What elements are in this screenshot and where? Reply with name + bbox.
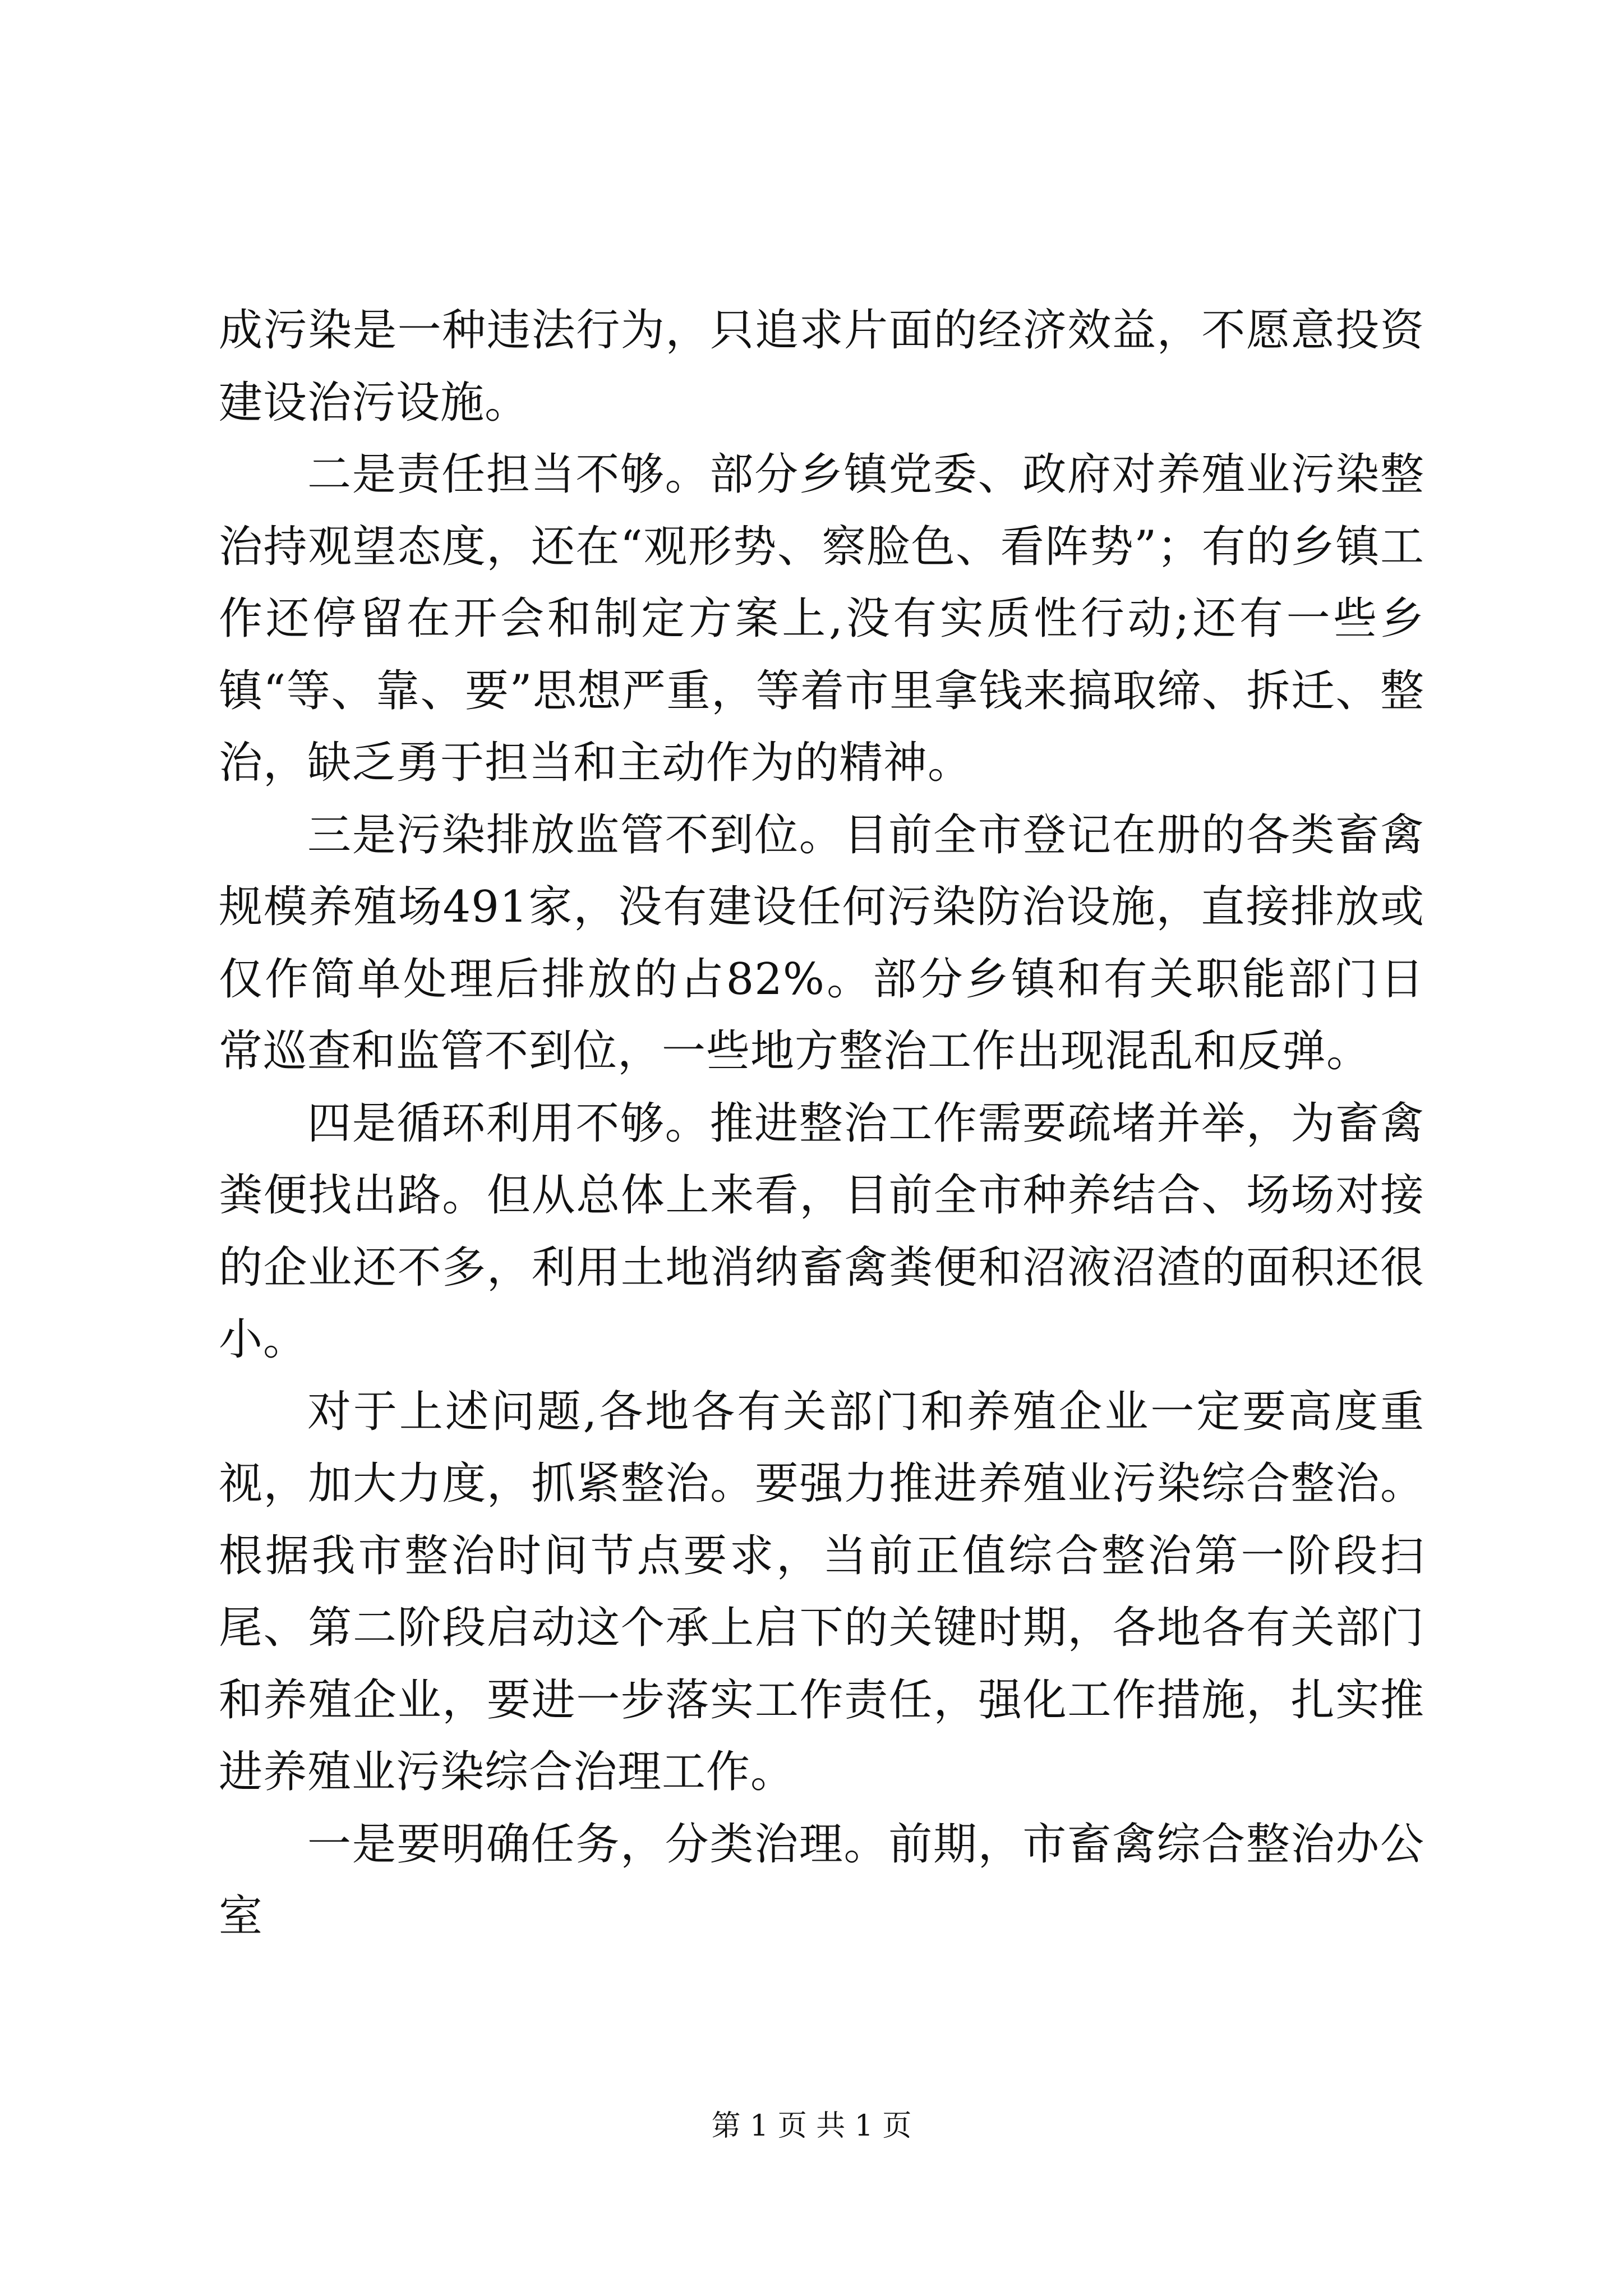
paragraph-1: 成污染是一种违法行为，只追求片面的经济效益，不愿意投资建设治污设施。 [219,305,1424,428]
paragraph-2: 二是责任担当不够。部分乡镇党委、政府对养殖业污染整治持观望态度，还在“观形势、察脸色、看阵势”；有的乡镇工作还停留在开会和制定方案上,没有实质性行动;还有一些乡镇“等、靠、要”思想严重，等着市里拿钱来搞取缔、拆迁、整治，缺乏勇于担当和主动作为的精神。 [219,449,1424,788]
paragraph-3: 三是污染排放监管不到位。目前全市登记在册的各类畜禽规模养殖场491家，没有建设任何污染防治设施，直接排放或仅作简单处理后排放的占82%。部分乡镇和有关职能部门日常巡查和监管不到位，一些地方整治工作出现混乱和反弹。 [219,809,1424,1076]
document-body [219,295,1424,1953]
page-footer: 第 1 页 共 1 页 [711,2109,912,2143]
paragraph-6: 一是要明确任务，分类治理。前期，市畜禽综合整治办公室 [219,1819,1424,1941]
paragraph-5: 对于上述问题,各地各有关部门和养殖企业一定要高度重视，加大力度，抓紧整治。要强力推进养殖业污染综合整治。根据我市整治时间节点要求，当前正值综合整治第一阶段扫尾、第二阶段启动这个承上启下的关键时期，各地各有关部门和养殖企业，要进一步落实工作责任，强化工作措施，扎实推进养殖业污染综合治理工作。 [219,1386,1424,1797]
paragraph-4: 四是循环利用不够。推进整治工作需要疏堵并举，为畜禽粪便找出路。但从总体上来看，目前全市种养结合、场场对接的企业还不多，利用土地消纳畜禽粪便和沼液沼渣的面积还很小。 [219,1098,1424,1365]
